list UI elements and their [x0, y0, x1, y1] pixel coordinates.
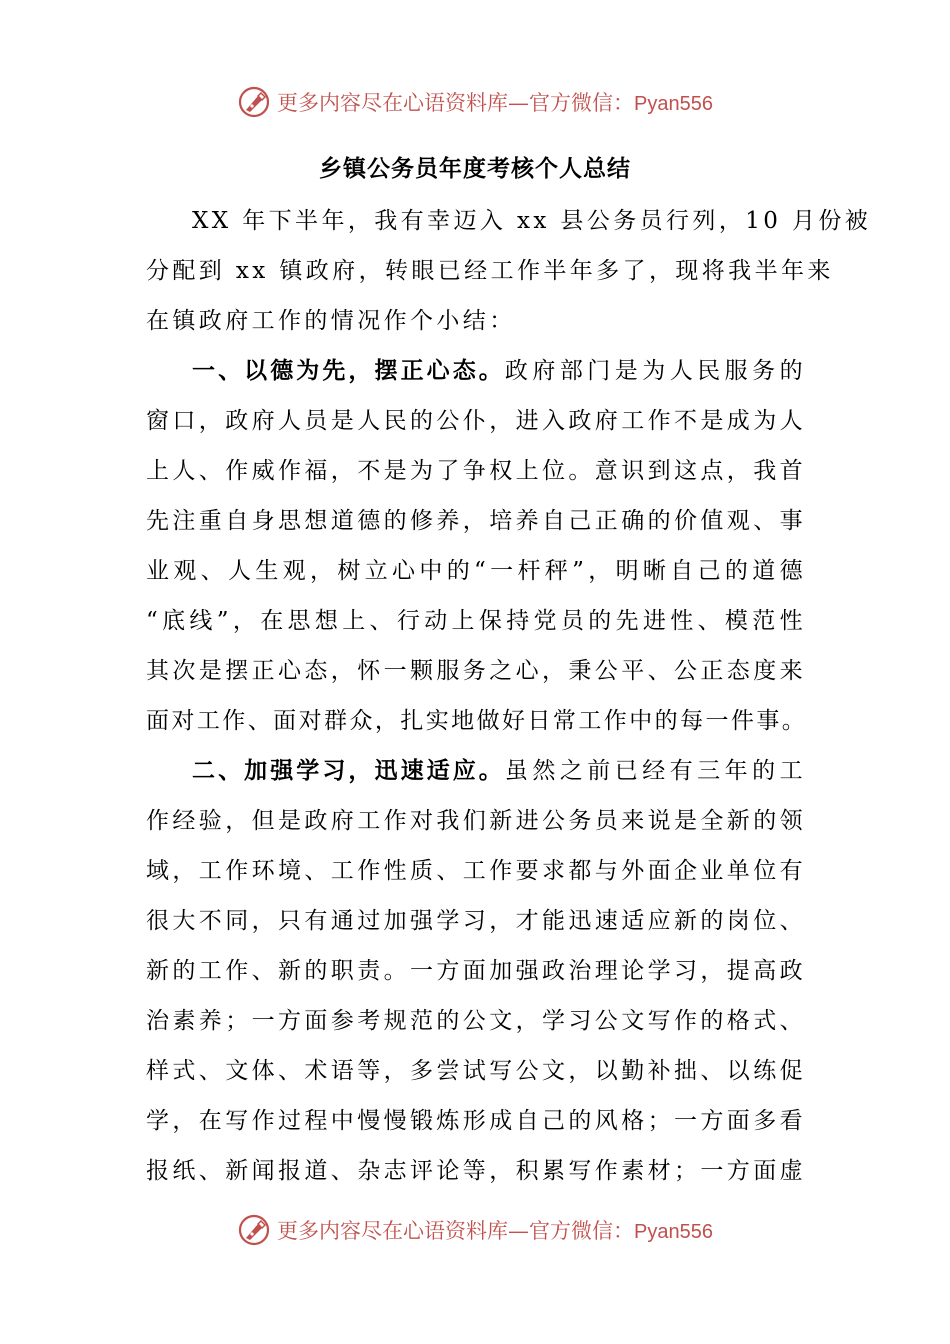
- watermark-dash: —: [508, 1219, 530, 1243]
- pen-nib-logo-icon: [237, 85, 271, 119]
- watermark-main-text: 更多内容尽在心语资料库: [277, 91, 509, 115]
- body-line: 其次是摆正心态，怀一颗服务之心，秉公平、公正态度来: [146, 658, 806, 684]
- section-1-heading: 一、以德为先，摆正心态。: [192, 357, 505, 384]
- body-line: 分配到 xx 镇政府，转眼已经工作半年多了，现将我半年来: [146, 258, 834, 284]
- body-line: “底线”，在思想上、行动上保持党员的先进性、模范性: [146, 608, 806, 634]
- section-2-heading: 二、加强学习，迅速适应。: [192, 757, 505, 784]
- body-line: XX 年下半年，我有幸迈入 xx 县公务员行列，10 月份被: [192, 208, 872, 234]
- watermark-banner-bottom: [0, 1210, 950, 1250]
- body-line: 在镇政府工作的情况作个小结：: [146, 308, 516, 334]
- watermark-banner-top: [0, 82, 950, 122]
- section-2-first-line-text: 虽然之前已经有三年的工: [504, 758, 806, 784]
- body-line: 业观、人生观，树立心中的“一杆秤”，明晰自己的道德: [146, 558, 806, 584]
- document-title: 乡镇公务员年度考核个人总结: [319, 155, 631, 182]
- body-line: 治素养；一方面参考规范的公文，学习公文写作的格式、: [146, 1008, 806, 1034]
- watermark-wechat-label: 官方微信：: [529, 91, 635, 115]
- body-line: 窗口，政府人员是人民的公仆，进入政府工作不是成为人: [146, 408, 806, 434]
- body-line: 样式、文体、术语等，多尝试写公文，以勤补拙、以练促: [146, 1058, 806, 1084]
- body-line: 域，工作环境、工作性质、工作要求都与外面企业单位有: [146, 858, 806, 884]
- watermark-text: [277, 1215, 713, 1245]
- body-line: 面对工作、面对群众，扎实地做好日常工作中的每一件事。: [146, 708, 806, 734]
- body-line: 报纸、新闻报道、杂志评论等，积累写作素材；一方面虚: [146, 1158, 806, 1184]
- body-line: 很大不同，只有通过加强学习，才能迅速适应新的岗位、: [146, 908, 806, 934]
- body-line: 学，在写作过程中慢慢锻炼形成自己的风格；一方面多看: [146, 1108, 806, 1134]
- watermark-main-text: 更多内容尽在心语资料库: [277, 1219, 509, 1243]
- pen-nib-logo-icon: [237, 1213, 271, 1247]
- watermark-wechat-id: Pyan556: [634, 93, 713, 115]
- watermark-text: [277, 87, 713, 117]
- watermark-wechat-label: 官方微信：: [529, 1219, 635, 1243]
- section-1-first-line-text: 政府部门是为人民服务的: [504, 358, 806, 384]
- watermark-dash: —: [508, 91, 530, 115]
- body-line: 上人、作威作福，不是为了争权上位。意识到这点，我首: [146, 458, 806, 484]
- section-1-first-line: [146, 346, 806, 396]
- section-2-first-line: [146, 746, 806, 796]
- body-line: 先注重自身思想道德的修养，培养自己正确的价值观、事: [146, 508, 806, 534]
- watermark-wechat-id: Pyan556: [634, 1221, 713, 1243]
- document-body: [146, 196, 872, 1196]
- body-line: 作经验，但是政府工作对我们新进公务员来说是全新的领: [146, 808, 806, 834]
- body-line: 新的工作、新的职责。一方面加强政治理论学习，提高政: [146, 958, 806, 984]
